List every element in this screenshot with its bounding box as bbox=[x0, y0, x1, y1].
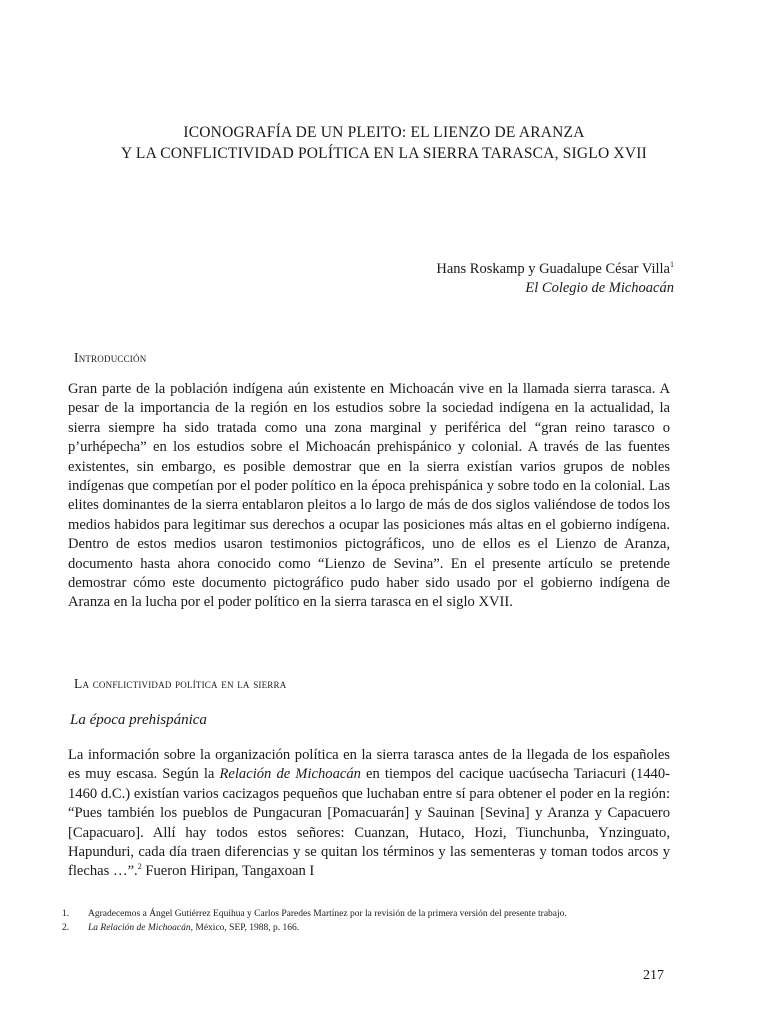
footnote-1 bbox=[62, 907, 682, 921]
paragraph-text-3: Fueron Hiripan, Tangaxoan I bbox=[141, 863, 315, 880]
paragraph-footnote-mark: 2 bbox=[137, 862, 142, 872]
footnote-number: 2. bbox=[62, 923, 70, 933]
footnote-italic-title: La Relación de Michoacán bbox=[88, 923, 191, 933]
author-footnote-mark: 1 bbox=[670, 260, 674, 270]
section-heading-conflictividad: La conflictividad política en la sierra bbox=[74, 676, 287, 691]
footnote-text bbox=[88, 921, 299, 935]
footnote-2 bbox=[62, 921, 682, 935]
footnote-text: Agradecemos a Ángel Gutiérrez Equihua y Carlos Paredes Martínez por la revisión de la primera versión del presente trabajo. bbox=[88, 909, 567, 919]
author-affiliation: El Colegio de Michoacán bbox=[525, 280, 674, 296]
author-block bbox=[436, 260, 674, 298]
title-line-1: ICONOGRAFÍA DE UN PLEITO: EL LIENZO DE ARANZA bbox=[183, 124, 585, 141]
title-line-2: Y LA CONFLICTIVIDAD POLÍTICA EN LA SIERRA TARASCA, SIGLO XVII bbox=[121, 145, 647, 162]
article-title bbox=[60, 122, 708, 164]
paragraph-italic-title: Relación de Michoacán bbox=[219, 766, 361, 783]
paragraph-text-1: La información sobre la organización política en la sierra tarasca antes de la llegada de los españoles es muy escasa. Según la bbox=[68, 747, 670, 783]
paragraph-text-2: en tiempos del cacique uacúsecha Tariacuri (1440-1460 d.C.) existían varios cacizagos pequeños que luchaban entre sí para obtener el poder en la región: “Pues también los pueblos de Pungacuran [Pomacuarán] y Sauinan [Sevina] y Aranza y Capacuero [Capacuaro]. Allí hay todos estos señores: Cuanzan, Hutaco, Hozi, Tiunchunba, Ynzinguato, Hapunduri, cada día traen diferencias y se quitan los términos y las sementeras y toman todos arcos y flechas …”. bbox=[68, 766, 671, 880]
introduction-heading: Introducción bbox=[74, 350, 147, 365]
section-paragraph bbox=[68, 746, 670, 882]
page-number: 217 bbox=[643, 968, 664, 983]
author-names-text: Hans Roskamp y Guadalupe César Villa bbox=[436, 261, 670, 277]
footnote-number: 1. bbox=[62, 909, 70, 919]
footnote-citation: , México, SEP, 1988, p. 166. bbox=[190, 923, 300, 933]
subsection-heading-prehispanica: La época prehispánica bbox=[70, 712, 207, 728]
author-names bbox=[436, 260, 674, 279]
footnotes bbox=[62, 907, 682, 935]
introduction-paragraph: Gran parte de la población indígena aún existente en Michoacán vive en la llamada sierra tarasca. A pesar de la importancia de la región en los estudios sobre la sociedad indígena en la actualidad, la sierra siempre ha sido tratada como una zona marginal y periférica del “gran reino tarasco o p’urhépecha” en los estudios sobre el Michoacán prehispánico y colonial. A través de las fuentes existentes, sin embargo, es posible demostrar que en la sierra existían varios grupos de nobles indígenas que competían por el poder político en la época prehispánica y sobre todo en la colonial. Las elites dominantes de la sierra entablaron pleitos a lo largo de más de dos siglos valiéndose de todos los medios habidos para legitimar sus derechos a ocupar las posiciones más altas en el gobierno indígena. Dentro de estos medios usaron testimonios pictográficos, uno de ellos es el Lienzo de Aranza, documento hasta ahora conocido como “Lienzo de Sevina”. En el presente artículo se pretende demostrar cómo este documento pictográfico pudo haber sido usado por el gobierno indígena de Aranza en la lucha por el poder político en la sierra tarasca en el siglo XVII. bbox=[68, 381, 670, 611]
